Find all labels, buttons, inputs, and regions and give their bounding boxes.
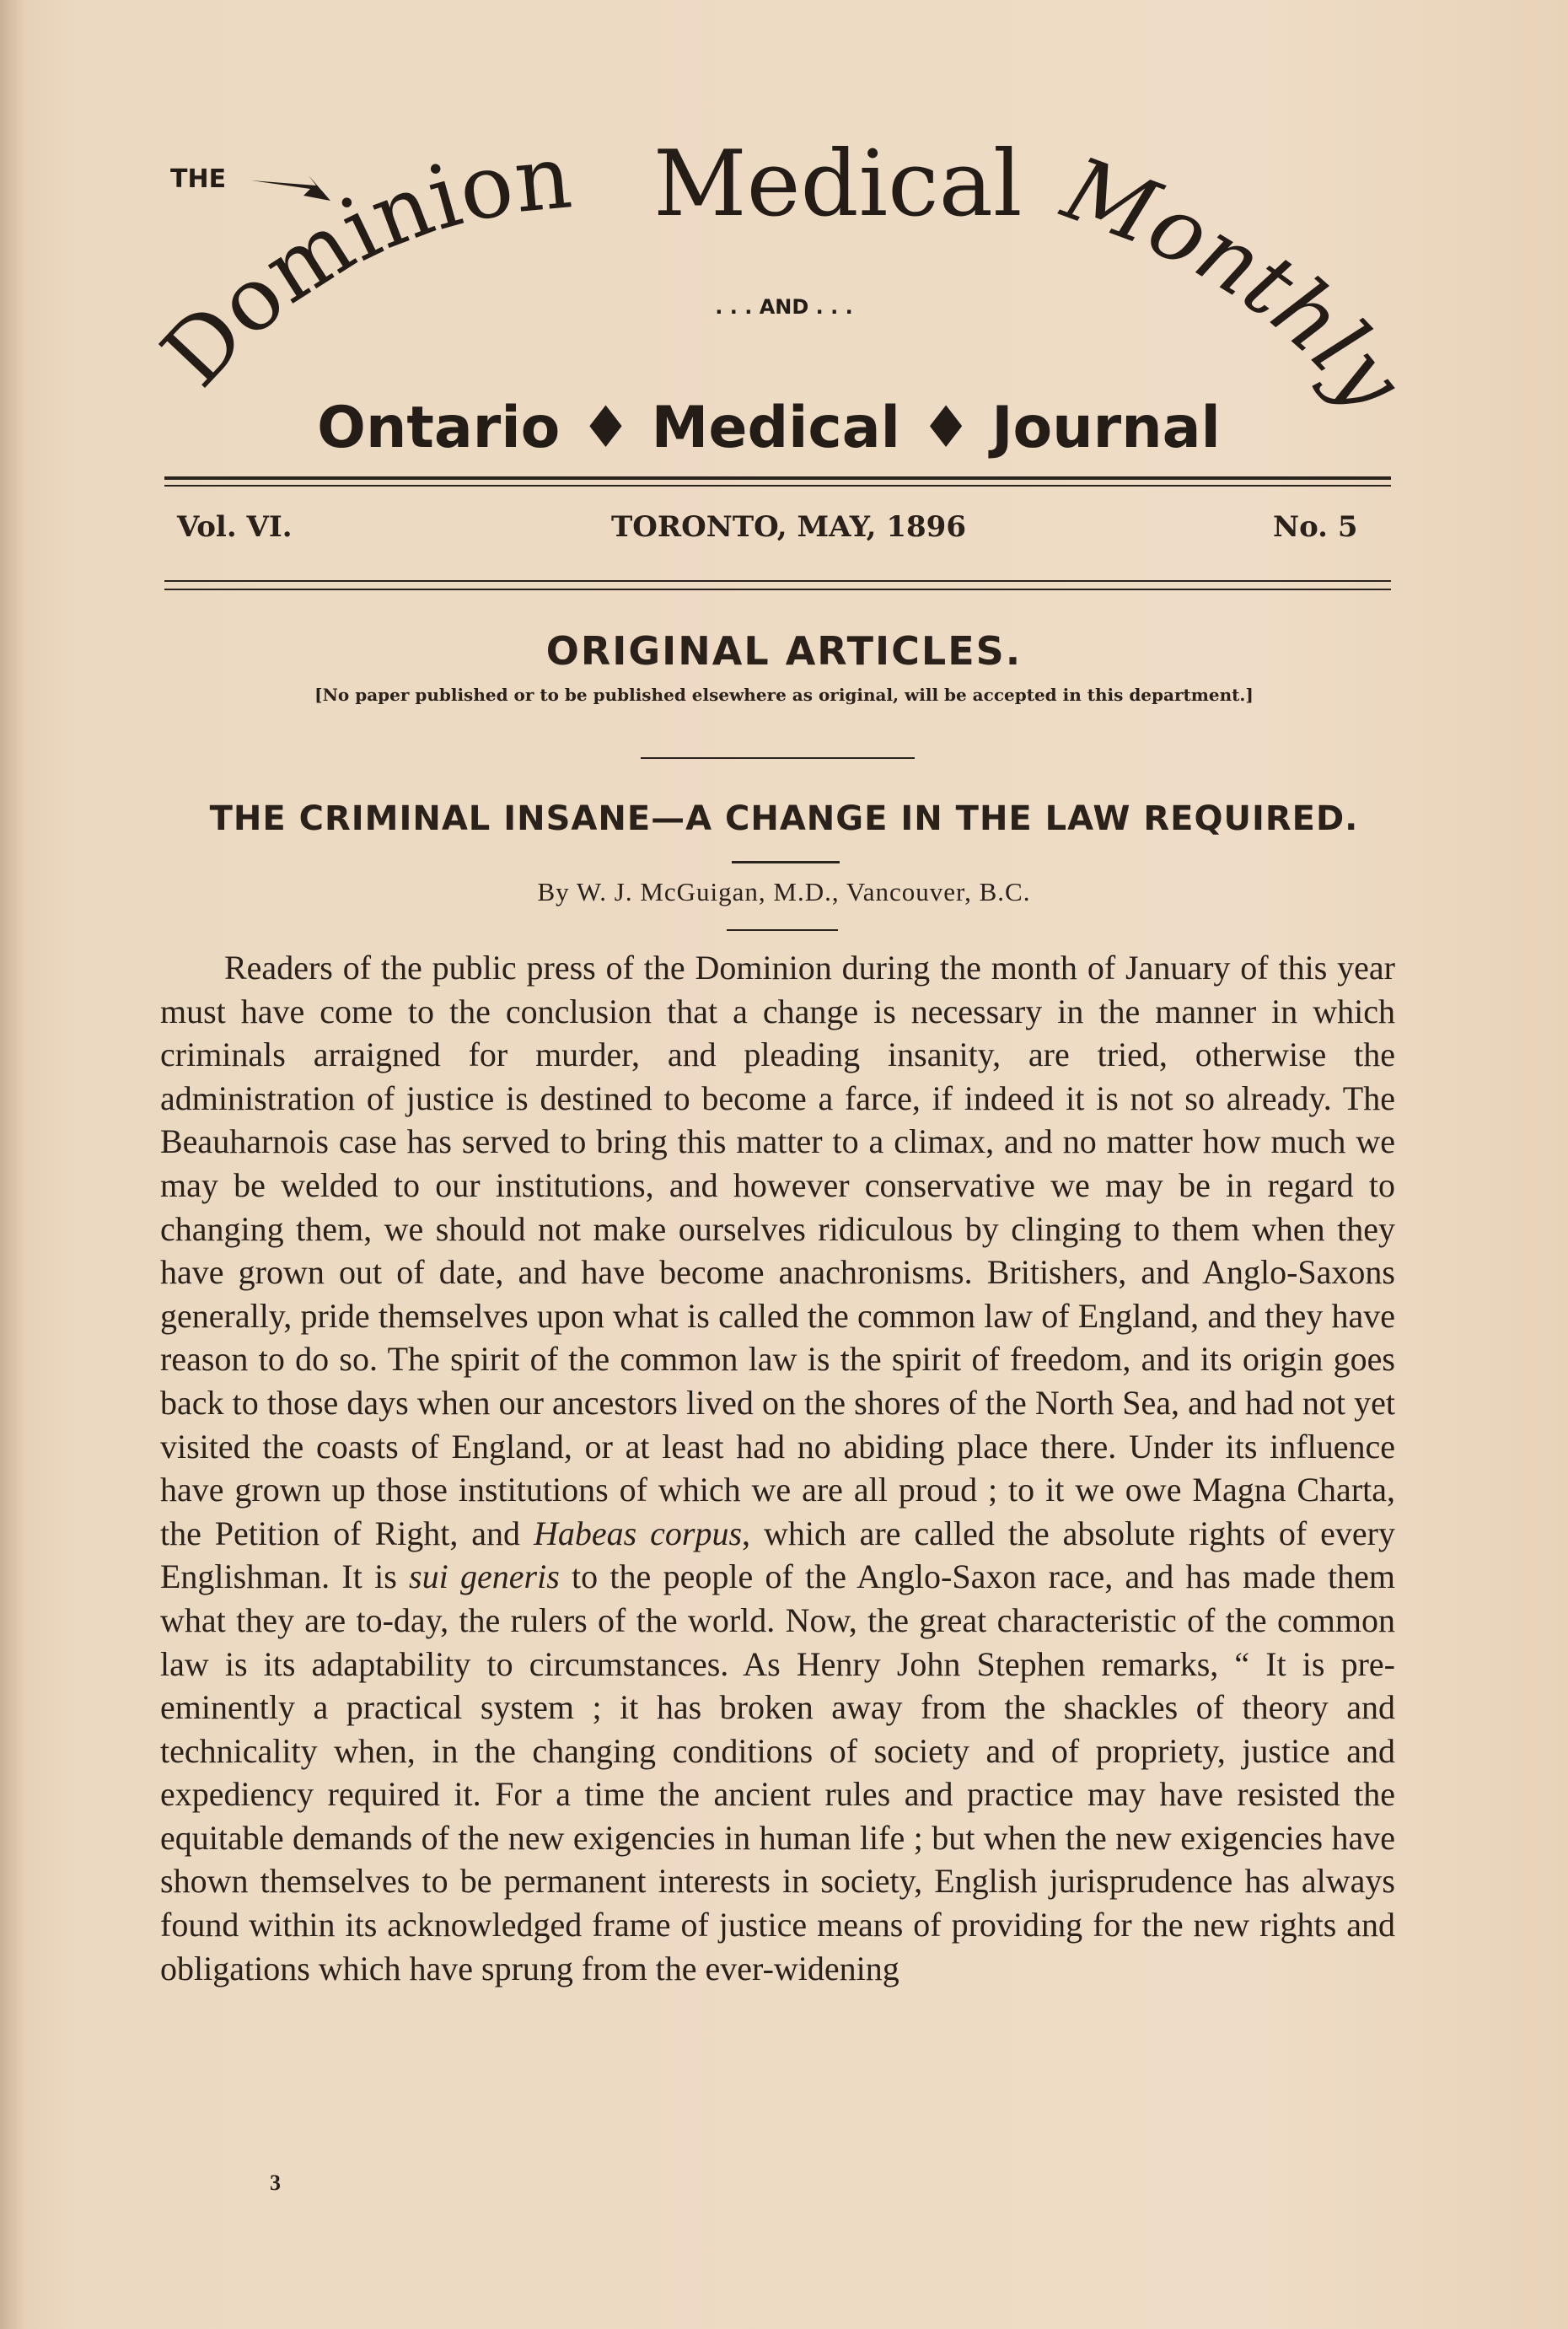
masthead-rule-top [164,476,1391,480]
issue-line [160,510,1357,561]
issue-rule-top [164,580,1391,582]
masthead-monthly: Monthly [1051,137,1423,429]
title-divider [732,861,840,863]
place-date: TORONTO, MAY, 1896 [611,510,966,544]
section-title: ORIGINAL ARTICLES. [545,628,1023,674]
article-body [160,946,1395,1990]
masthead-the: THE [170,164,227,194]
sui-generis: sui generis [409,1557,560,1596]
masthead-subtitle: Ontario ♦ Medical ♦ Journal [317,395,1221,461]
article-byline: By W. J. McGuigan, M.D., Vancouver, B.C. [537,877,1031,906]
section-note: [No paper published or to be published elsewhere as original, will be accepted in this department.] [314,685,1254,705]
issue-rule-bottom [164,589,1391,590]
habeas-corpus: Habeas corpus [533,1514,743,1552]
section-divider [641,757,915,759]
masthead [0,0,1568,472]
masthead-and: . . . AND . . . [715,295,853,319]
issue-number: No. 5 [1273,510,1358,544]
masthead-rule-thin [164,485,1391,487]
masthead-dominion: Dominion [142,125,576,406]
article-paragraph: Readers of the public press of the Dominion during the month of January of this year must have come to the conclusion that a change is necessary in the manner in which criminals arraigned for murder, and pleading insanity, are tried, otherwise the administration of justice is destined to become a farce, if indeed it is not so already. The Beauharnois case has served to bring this matter to a climax, and no matter how much we may be welded to our institutions, and however conservative we may be in regard to changing them, we should not make ourselves ridiculous by clinging to them when they have grown out of date, and have become anachronisms. Britishers, and Anglo-Saxons generally, pride themselves upon what is called the common law of England, and they have reason to do so. The spirit of the common law is the spirit of freedom, and its origin goes back to those days when our ancestors lived on the shores of the North Sea, and had not yet visited the coasts of England, or at least had no abiding place there. Under its influence have grown up those institutions of which we are all proud ; to it we owe Magna Charta, the Petition of Right, and Habeas corpus, which are called the absolute rights of every Englishman. It is sui generis to the people of the Anglo-Saxon race, and has made them what they are to-day, the rulers of the world. Now, the great characteristic of the common law is its adaptability to circumstances. As Henry John Stephen remarks, “ It is pre-eminently a practical system ; it has broken away from the shackles of theory and technicality when, in the changing conditions of society and of propriety, justice and expediency required it. For a time the ancient rules and practice may have resisted the equitable demands of the new exigencies in human life ; but when the new exigencies have shown themselves to be permanent interests in society, English jurisprudence has always found within its acknowledged frame of justice means of providing for the new rights and obligations which have sprung from the ever-widening [160,949,1395,1987]
masthead-medical: Medical [653,132,1023,237]
byline-divider [727,929,838,931]
article-title: THE CRIMINAL INSANE—A CHANGE IN THE LAW REQUIRED. [209,799,1359,838]
volume-label: Vol. VI. [177,510,293,544]
page-number: 3 [270,2170,281,2195]
